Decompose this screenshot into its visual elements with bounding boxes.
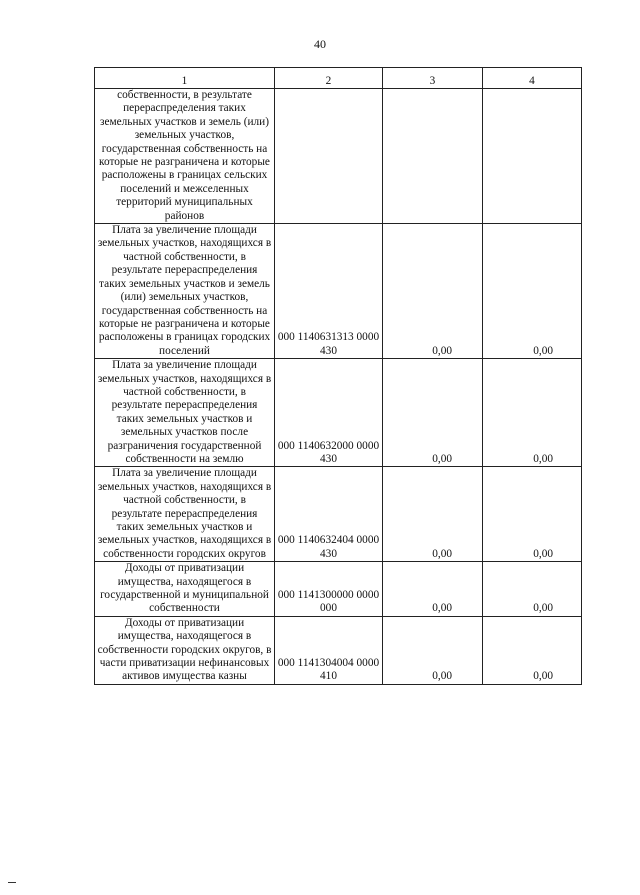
row-name: Плата за увеличение площади земельных участков, находящихся в частной собственности, в результате перераспределения таких земельных участков и земельных участков после разграничения государственной собственности на землю — [95, 359, 275, 467]
margin-mark — [8, 882, 16, 883]
row-value-4: 0,00 — [483, 616, 582, 684]
row-value-4: 0,00 — [483, 562, 582, 617]
row-code: 000 1140632000 0000 430 — [275, 359, 383, 467]
table-row — [95, 224, 582, 359]
row-code: 000 1140632404 0000 430 — [275, 467, 383, 562]
table-header-row — [95, 68, 582, 89]
row-name: Плата за увеличение площади земельных участков, находящихся в частной собственности, в результате перераспределения таких земельных участков и земель (или) земельных участков, государственная собственность на которые не разграничена и которые расположены в границах городских поселений — [95, 224, 275, 359]
row-value-4: 0,00 — [483, 359, 582, 467]
row-value-4 — [483, 89, 582, 224]
page-number: 40 — [314, 37, 326, 51]
row-name: Доходы от приватизации имущества, находящегося в государственной и муниципальной собственности — [95, 562, 275, 617]
table-row — [95, 616, 582, 684]
row-value-3: 0,00 — [383, 562, 483, 617]
row-code — [275, 89, 383, 224]
row-value-3 — [383, 89, 483, 224]
budget-table — [94, 67, 582, 685]
row-value-3: 0,00 — [383, 467, 483, 562]
row-code: 000 1141304004 0000 410 — [275, 616, 383, 684]
row-value-3: 0,00 — [383, 224, 483, 359]
table-row — [95, 562, 582, 617]
table-row — [95, 467, 582, 562]
column-header-1: 1 — [95, 68, 275, 89]
row-value-4: 0,00 — [483, 224, 582, 359]
row-name: собственности, в результате перераспределения таких земельных участков и земель (или) земельных участков, государственная собственность на которые не разграничена и которые расположены в границах сельских поселений и межселенных территорий муниципальных районов — [95, 89, 275, 224]
table-row — [95, 359, 582, 467]
row-code: 000 1140631313 0000 430 — [275, 224, 383, 359]
row-code: 000 1141300000 0000 000 — [275, 562, 383, 617]
table-row — [95, 89, 582, 224]
column-header-2: 2 — [275, 68, 383, 89]
row-name: Доходы от приватизации имущества, находящегося в собственности городских округов, в части приватизации нефинансовых активов имущества казны — [95, 616, 275, 684]
column-header-3: 3 — [383, 68, 483, 89]
row-value-4: 0,00 — [483, 467, 582, 562]
row-value-3: 0,00 — [383, 616, 483, 684]
row-name: Плата за увеличение площади земельных участков, находящихся в частной собственности, в результате перераспределения таких земельных участков и земельных участков, находящихся в собственности городских округов — [95, 467, 275, 562]
row-value-3: 0,00 — [383, 359, 483, 467]
column-header-4: 4 — [483, 68, 582, 89]
